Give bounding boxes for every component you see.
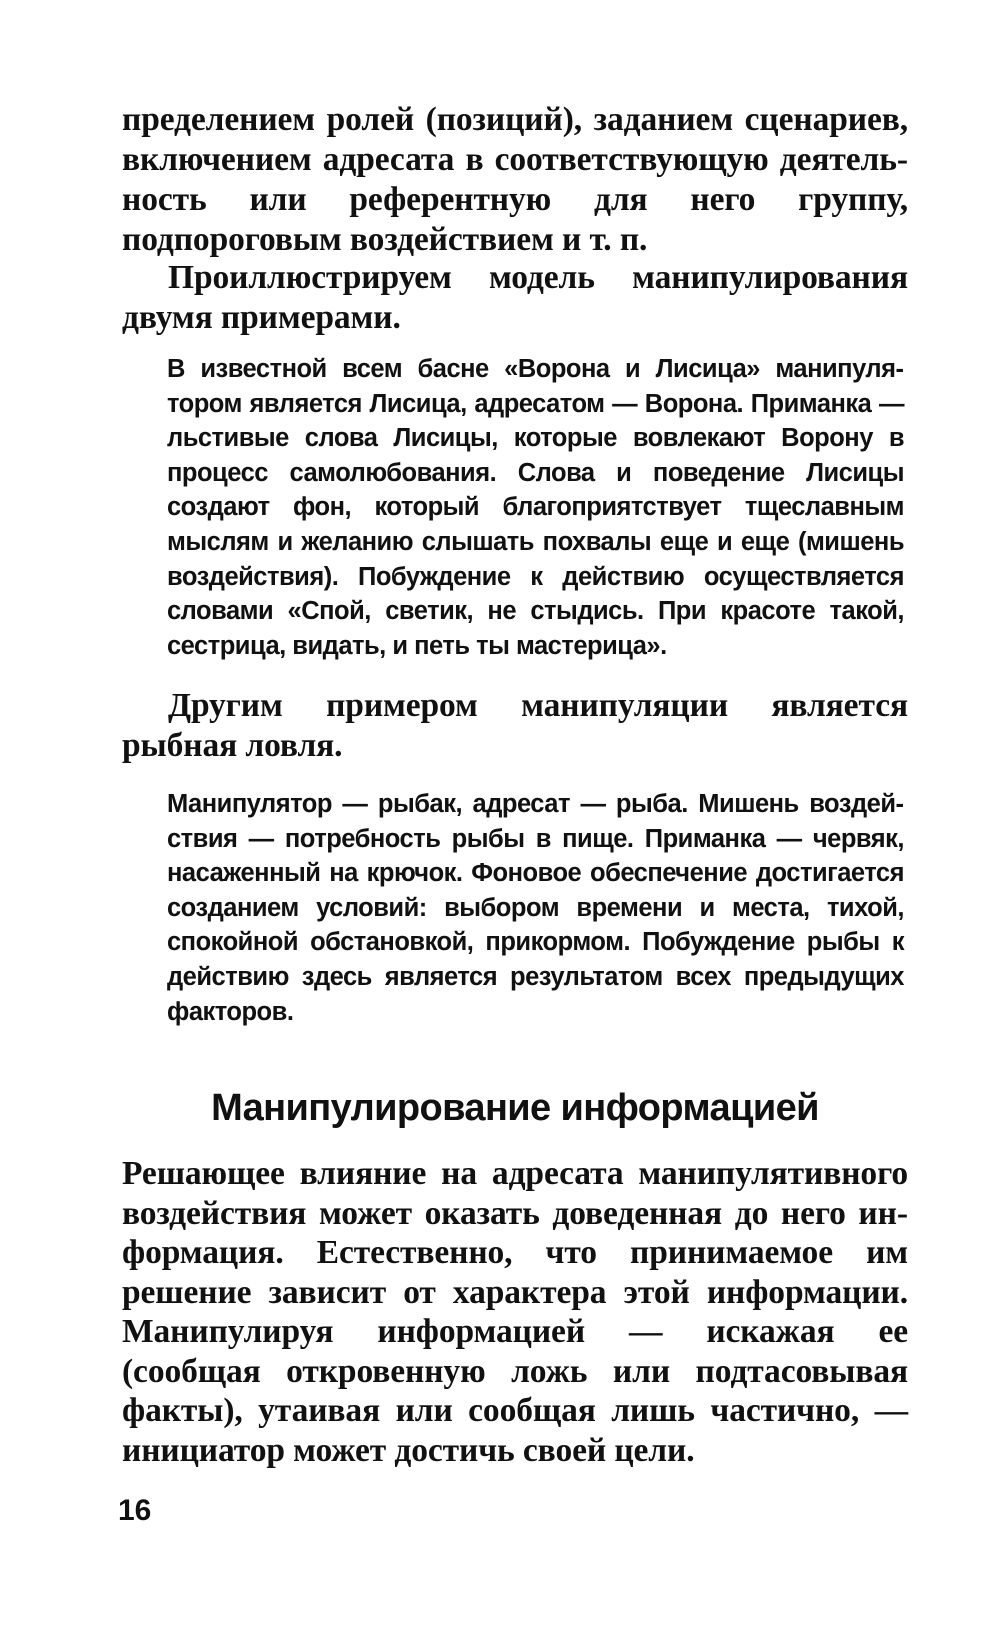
page-number: 16 bbox=[118, 1494, 152, 1527]
example-crow-and-fox: В известной всем басне «Ворона и Лисица» манипулятором является Лисица, адресатом — Ворона. Приманка — льстивые слова Лисицы, которые вовлекают Ворону в процесс самолюбования. Слова и поведение Лисицы создают фон, который благоприятствует тщеславным мыслям и желанию слышать похвалы еще и еще (мишень воздействия). Побуждение к действию осуществляется словами «Спой, светик, не стыдись. При красоте такой, сестрица, видать, и петь ты мастерица». bbox=[167, 355, 904, 660]
section-heading: Манипулирование информацией bbox=[211, 1087, 819, 1129]
example-fishing: Манипулятор — рыбак, адресат — рыба. Мишень воздействия — потребность рыбы в пище. Приманка — червяк, насаженный на крючок. Фоновое обеспечение достигается созданием условий: выбором времени и места, тихой, спокойной обстановкой, прикормом. Побуждение рыбы к действию здесь является результатом всех предыдущих факторов. bbox=[167, 790, 904, 1026]
paragraph-information-manipulation: Решающее влияние на адресата манипулятивного воздействия может оказать доведенная до него информация. Естественно, что принимаемое им решение зависит от характера этой информации. Манипулируя информацией — искажая ее (сообщая откровенную ложь или подтасовывая факты), утаивая или сообщая лишь частично, — инициатор может достичь своей цели. bbox=[122, 1155, 908, 1469]
paragraph-fishing-intro: Другим примером манипуляции является рыбная ловля. bbox=[122, 687, 908, 764]
paragraph-roles-continuation: пределением ролей (позиций), заданием сценариев, включением адресата в соответствующую деятельность или референтную для него группу, подпороговым воздействием и т. п. bbox=[122, 101, 908, 258]
paragraph-model-intro: Проиллюстрируем модель манипулирования двумя примерами. bbox=[122, 259, 908, 336]
